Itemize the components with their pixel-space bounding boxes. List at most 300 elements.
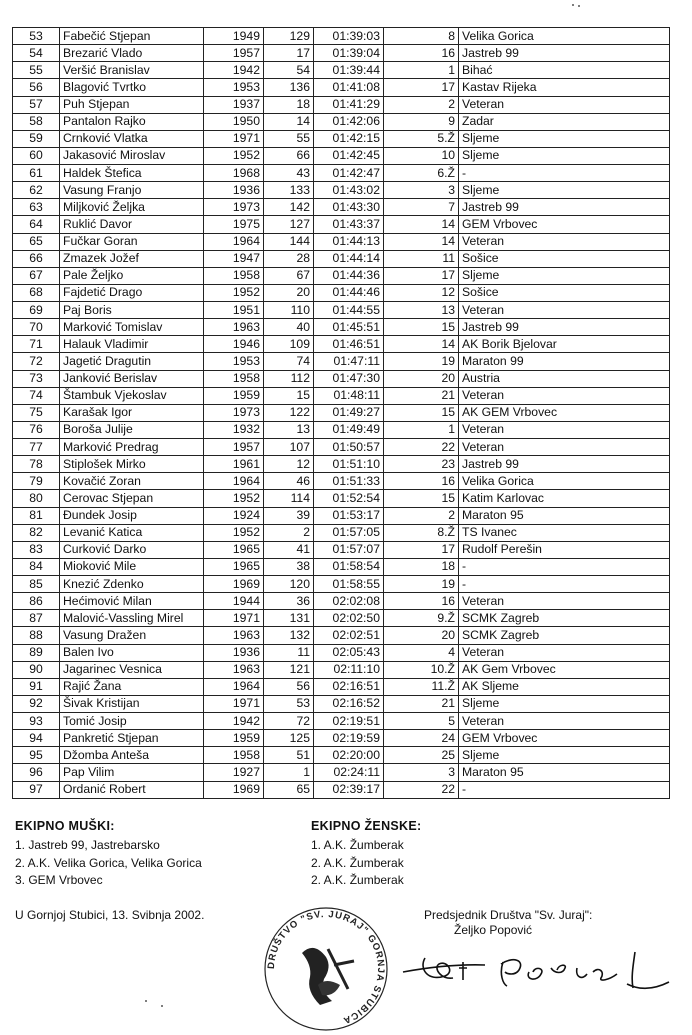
category-place-cell: 3 — [384, 764, 459, 781]
rank-cell: 53 — [13, 28, 60, 45]
bib-number-cell: 20 — [264, 284, 314, 301]
club-cell: Jastreb 99 — [459, 45, 670, 62]
bib-number-cell: 110 — [264, 302, 314, 319]
scan-speck — [578, 5, 580, 7]
table-row — [13, 370, 670, 387]
club-cell: Jastreb 99 — [459, 199, 670, 216]
rank-cell: 87 — [13, 610, 60, 627]
table-row — [13, 473, 670, 490]
table-row — [13, 524, 670, 541]
bib-number-cell: 112 — [264, 370, 314, 387]
time-cell: 01:45:51 — [314, 319, 384, 336]
time-cell: 01:58:54 — [314, 558, 384, 575]
club-cell: Veteran — [459, 302, 670, 319]
category-place-cell: 12 — [384, 284, 459, 301]
bib-number-cell: 14 — [264, 113, 314, 130]
time-cell: 02:19:51 — [314, 713, 384, 730]
rank-cell: 71 — [13, 336, 60, 353]
bib-number-cell: 1 — [264, 764, 314, 781]
time-cell: 01:52:54 — [314, 490, 384, 507]
time-cell: 01:41:08 — [314, 79, 384, 96]
time-cell: 01:58:55 — [314, 576, 384, 593]
name-cell: Fajdetić Drago — [60, 284, 204, 301]
club-cell: Sljeme — [459, 695, 670, 712]
scan-speck — [145, 1000, 147, 1002]
table-row — [13, 233, 670, 250]
table-row — [13, 199, 670, 216]
club-cell: Sljeme — [459, 147, 670, 164]
bib-number-cell: 28 — [264, 250, 314, 267]
rank-cell: 74 — [13, 387, 60, 404]
table-row — [13, 216, 670, 233]
name-cell: Brezarić Vlado — [60, 45, 204, 62]
rank-cell: 84 — [13, 558, 60, 575]
rank-cell: 81 — [13, 507, 60, 524]
category-place-cell: 10.Ž — [384, 661, 459, 678]
name-cell: Janković Berislav — [60, 370, 204, 387]
club-cell: Veteran — [459, 96, 670, 113]
bib-number-cell: 18 — [264, 96, 314, 113]
category-place-cell: 4 — [384, 644, 459, 661]
club-cell: Maraton 95 — [459, 764, 670, 781]
year-cell: 1924 — [204, 507, 264, 524]
club-cell: SCMK Zagreb — [459, 627, 670, 644]
name-cell: Tomić Josip — [60, 713, 204, 730]
name-cell: Mioković Mile — [60, 558, 204, 575]
category-place-cell: 8 — [384, 28, 459, 45]
time-cell: 01:51:33 — [314, 473, 384, 490]
year-cell: 1969 — [204, 576, 264, 593]
name-cell: Paj Boris — [60, 302, 204, 319]
team-men-item: 1. Jastreb 99, Jastrebarsko — [15, 838, 160, 853]
bib-number-cell: 67 — [264, 267, 314, 284]
year-cell: 1965 — [204, 541, 264, 558]
table-row — [13, 610, 670, 627]
year-cell: 1952 — [204, 490, 264, 507]
year-cell: 1963 — [204, 661, 264, 678]
name-cell: Vasung Franjo — [60, 182, 204, 199]
bib-number-cell: 41 — [264, 541, 314, 558]
category-place-cell: 16 — [384, 45, 459, 62]
bib-number-cell: 36 — [264, 593, 314, 610]
club-cell: - — [459, 781, 670, 798]
president-title: Predsjednik Društva "Sv. Juraj": — [424, 908, 593, 922]
club-cell: - — [459, 576, 670, 593]
time-cell: 01:43:02 — [314, 182, 384, 199]
bib-number-cell: 114 — [264, 490, 314, 507]
name-cell: Đundek Josip — [60, 507, 204, 524]
table-row — [13, 593, 670, 610]
rank-cell: 79 — [13, 473, 60, 490]
year-cell: 1946 — [204, 336, 264, 353]
name-cell: Halauk Vladimir — [60, 336, 204, 353]
category-place-cell: 6.Ž — [384, 165, 459, 182]
bib-number-cell: 54 — [264, 62, 314, 79]
time-cell: 01:43:30 — [314, 199, 384, 216]
name-cell: Pale Željko — [60, 267, 204, 284]
rank-cell: 91 — [13, 678, 60, 695]
category-place-cell: 19 — [384, 353, 459, 370]
bib-number-cell: 11 — [264, 644, 314, 661]
name-cell: Hećimović Milan — [60, 593, 204, 610]
year-cell: 1971 — [204, 695, 264, 712]
table-row — [13, 764, 670, 781]
table-row — [13, 62, 670, 79]
team-women-item: 2. A.K. Žumberak — [311, 872, 404, 887]
time-cell: 01:53:17 — [314, 507, 384, 524]
name-cell: Malović-Vassling Mirel — [60, 610, 204, 627]
name-cell: Fučkar Goran — [60, 233, 204, 250]
time-cell: 01:46:51 — [314, 336, 384, 353]
bib-number-cell: 132 — [264, 627, 314, 644]
bib-number-cell: 144 — [264, 233, 314, 250]
club-cell: Sošice — [459, 250, 670, 267]
time-cell: 01:42:06 — [314, 113, 384, 130]
club-cell: AK Gem Vrbovec — [459, 661, 670, 678]
club-cell: AK GEM Vrbovec — [459, 404, 670, 421]
bib-number-cell: 127 — [264, 216, 314, 233]
name-cell: Levanić Katica — [60, 524, 204, 541]
team-women-item: 2. A.K. Žumberak — [311, 855, 404, 870]
category-place-cell: 11 — [384, 250, 459, 267]
year-cell: 1953 — [204, 353, 264, 370]
rank-cell: 69 — [13, 302, 60, 319]
table-row — [13, 730, 670, 747]
scan-speck — [161, 1005, 163, 1007]
time-cell: 01:49:27 — [314, 404, 384, 421]
time-cell: 01:39:03 — [314, 28, 384, 45]
year-cell: 1952 — [204, 524, 264, 541]
table-row — [13, 165, 670, 182]
rank-cell: 77 — [13, 439, 60, 456]
bib-number-cell: 125 — [264, 730, 314, 747]
bib-number-cell: 12 — [264, 456, 314, 473]
bib-number-cell: 129 — [264, 28, 314, 45]
rank-cell: 55 — [13, 62, 60, 79]
time-cell: 01:42:45 — [314, 147, 384, 164]
category-place-cell: 9 — [384, 113, 459, 130]
name-cell: Kovačić Zoran — [60, 473, 204, 490]
category-place-cell: 1 — [384, 421, 459, 438]
time-cell: 02:24:11 — [314, 764, 384, 781]
year-cell: 1952 — [204, 147, 264, 164]
club-cell: Katim Karlovac — [459, 490, 670, 507]
club-cell: Veteran — [459, 644, 670, 661]
bib-number-cell: 65 — [264, 781, 314, 798]
rank-cell: 59 — [13, 130, 60, 147]
rank-cell: 75 — [13, 404, 60, 421]
name-cell: Knezić Zdenko — [60, 576, 204, 593]
category-place-cell: 15 — [384, 490, 459, 507]
results-body — [13, 28, 670, 799]
category-place-cell: 1 — [384, 62, 459, 79]
club-cell: GEM Vrbovec — [459, 216, 670, 233]
rank-cell: 90 — [13, 661, 60, 678]
table-row — [13, 541, 670, 558]
category-place-cell: 16 — [384, 473, 459, 490]
rank-cell: 66 — [13, 250, 60, 267]
category-place-cell: 23 — [384, 456, 459, 473]
rank-cell: 95 — [13, 747, 60, 764]
bib-number-cell: 121 — [264, 661, 314, 678]
bib-number-cell: 53 — [264, 695, 314, 712]
category-place-cell: 14 — [384, 216, 459, 233]
club-cell: - — [459, 165, 670, 182]
time-cell: 02:20:00 — [314, 747, 384, 764]
category-place-cell: 2 — [384, 507, 459, 524]
club-cell: Sošice — [459, 284, 670, 301]
time-cell: 01:44:55 — [314, 302, 384, 319]
club-cell: Maraton 99 — [459, 353, 670, 370]
rank-cell: 72 — [13, 353, 60, 370]
year-cell: 1942 — [204, 62, 264, 79]
name-cell: Pantalon Rajko — [60, 113, 204, 130]
team-men-section — [15, 818, 202, 889]
time-cell: 01:49:49 — [314, 421, 384, 438]
bib-number-cell: 40 — [264, 319, 314, 336]
year-cell: 1961 — [204, 456, 264, 473]
time-cell: 02:16:52 — [314, 695, 384, 712]
year-cell: 1950 — [204, 113, 264, 130]
category-place-cell: 21 — [384, 695, 459, 712]
table-row — [13, 319, 670, 336]
category-place-cell: 15 — [384, 404, 459, 421]
rank-cell: 73 — [13, 370, 60, 387]
bib-number-cell: 51 — [264, 747, 314, 764]
name-cell: Pankretić Stjepan — [60, 730, 204, 747]
name-cell: Curković Darko — [60, 541, 204, 558]
name-cell: Boroša Julije — [60, 421, 204, 438]
bib-number-cell: 107 — [264, 439, 314, 456]
bib-number-cell: 142 — [264, 199, 314, 216]
table-row — [13, 182, 670, 199]
name-cell: Marković Predrag — [60, 439, 204, 456]
bib-number-cell: 46 — [264, 473, 314, 490]
table-row — [13, 353, 670, 370]
time-cell: 01:47:30 — [314, 370, 384, 387]
time-cell: 01:43:37 — [314, 216, 384, 233]
time-cell: 01:51:10 — [314, 456, 384, 473]
time-cell: 02:11:10 — [314, 661, 384, 678]
year-cell: 1973 — [204, 199, 264, 216]
bib-number-cell: 74 — [264, 353, 314, 370]
name-cell: Miljković Željka — [60, 199, 204, 216]
rank-cell: 62 — [13, 182, 60, 199]
rank-cell: 57 — [13, 96, 60, 113]
name-cell: Jagetić Dragutin — [60, 353, 204, 370]
category-place-cell: 24 — [384, 730, 459, 747]
rank-cell: 97 — [13, 781, 60, 798]
rank-cell: 54 — [13, 45, 60, 62]
name-cell: Džomba Anteša — [60, 747, 204, 764]
year-cell: 1947 — [204, 250, 264, 267]
year-cell: 1963 — [204, 627, 264, 644]
stamp-text: DRUŠTVO "SV. JURAJ" GORNJA STUBICA — [265, 908, 387, 1027]
rank-cell: 89 — [13, 644, 60, 661]
year-cell: 1964 — [204, 678, 264, 695]
table-row — [13, 747, 670, 764]
table-row — [13, 661, 670, 678]
year-cell: 1969 — [204, 781, 264, 798]
club-cell: Sljeme — [459, 267, 670, 284]
bib-number-cell: 120 — [264, 576, 314, 593]
club-cell: Sljeme — [459, 747, 670, 764]
year-cell: 1942 — [204, 713, 264, 730]
rank-cell: 92 — [13, 695, 60, 712]
time-cell: 01:44:14 — [314, 250, 384, 267]
rank-cell: 67 — [13, 267, 60, 284]
year-cell: 1964 — [204, 233, 264, 250]
scan-speck — [572, 4, 574, 6]
rank-cell: 58 — [13, 113, 60, 130]
signature — [395, 938, 675, 998]
club-cell: Jastreb 99 — [459, 319, 670, 336]
category-place-cell: 19 — [384, 576, 459, 593]
rank-cell: 64 — [13, 216, 60, 233]
club-cell: Veteran — [459, 421, 670, 438]
rank-cell: 94 — [13, 730, 60, 747]
time-cell: 01:44:46 — [314, 284, 384, 301]
category-place-cell: 20 — [384, 627, 459, 644]
bib-number-cell: 56 — [264, 678, 314, 695]
category-place-cell: 10 — [384, 147, 459, 164]
time-cell: 01:57:07 — [314, 541, 384, 558]
category-place-cell: 17 — [384, 267, 459, 284]
table-row — [13, 558, 670, 575]
category-place-cell: 5.Ž — [384, 130, 459, 147]
rank-cell: 63 — [13, 199, 60, 216]
name-cell: Zmazek Jožef — [60, 250, 204, 267]
team-women-heading: EKIPNO ŽENSKE: — [311, 819, 422, 833]
name-cell: Stiplošek Mirko — [60, 456, 204, 473]
table-row — [13, 421, 670, 438]
rank-cell: 80 — [13, 490, 60, 507]
time-cell: 02:39:17 — [314, 781, 384, 798]
bib-number-cell: 17 — [264, 45, 314, 62]
table-row — [13, 336, 670, 353]
table-row — [13, 130, 670, 147]
category-place-cell: 25 — [384, 747, 459, 764]
name-cell: Fabečić Stjepan — [60, 28, 204, 45]
table-row — [13, 576, 670, 593]
bib-number-cell: 55 — [264, 130, 314, 147]
rank-cell: 68 — [13, 284, 60, 301]
table-row — [13, 404, 670, 421]
bib-number-cell: 39 — [264, 507, 314, 524]
name-cell: Šivak Kristijan — [60, 695, 204, 712]
club-cell: Velika Gorica — [459, 473, 670, 490]
year-cell: 1973 — [204, 404, 264, 421]
name-cell: Vasung Dražen — [60, 627, 204, 644]
year-cell: 1971 — [204, 130, 264, 147]
team-men-item: 3. GEM Vrbovec — [15, 872, 103, 887]
bib-number-cell: 38 — [264, 558, 314, 575]
category-place-cell: 17 — [384, 79, 459, 96]
time-cell: 02:02:50 — [314, 610, 384, 627]
name-cell: Puh Stjepan — [60, 96, 204, 113]
name-cell: Karašak Igor — [60, 404, 204, 421]
category-place-cell: 11.Ž — [384, 678, 459, 695]
bib-number-cell: 109 — [264, 336, 314, 353]
year-cell: 1959 — [204, 730, 264, 747]
category-place-cell: 21 — [384, 387, 459, 404]
table-row — [13, 113, 670, 130]
rank-cell: 61 — [13, 165, 60, 182]
team-women-item: 1. A.K. Žumberak — [311, 838, 404, 853]
club-cell: Veteran — [459, 713, 670, 730]
club-cell: - — [459, 558, 670, 575]
team-men-heading: EKIPNO MUŠKI: — [15, 819, 115, 833]
year-cell: 1936 — [204, 644, 264, 661]
year-cell: 1927 — [204, 764, 264, 781]
table-row — [13, 96, 670, 113]
time-cell: 01:39:44 — [314, 62, 384, 79]
category-place-cell: 14 — [384, 233, 459, 250]
name-cell: Cerovac Stjepan — [60, 490, 204, 507]
time-cell: 01:50:57 — [314, 439, 384, 456]
table-row — [13, 250, 670, 267]
time-cell: 02:05:43 — [314, 644, 384, 661]
table-row — [13, 678, 670, 695]
category-place-cell: 9.Ž — [384, 610, 459, 627]
time-cell: 01:44:36 — [314, 267, 384, 284]
year-cell: 1959 — [204, 387, 264, 404]
name-cell: Jagarinec Vesnica — [60, 661, 204, 678]
bib-number-cell: 131 — [264, 610, 314, 627]
table-row — [13, 284, 670, 301]
time-cell: 02:02:08 — [314, 593, 384, 610]
bib-number-cell: 2 — [264, 524, 314, 541]
category-place-cell: 17 — [384, 541, 459, 558]
table-row — [13, 439, 670, 456]
year-cell: 1958 — [204, 267, 264, 284]
name-cell: Ruklić Davor — [60, 216, 204, 233]
table-row — [13, 387, 670, 404]
name-cell: Jakasović Miroslav — [60, 147, 204, 164]
name-cell: Pap Vilim — [60, 764, 204, 781]
year-cell: 1965 — [204, 558, 264, 575]
rank-cell: 86 — [13, 593, 60, 610]
time-cell: 01:57:05 — [314, 524, 384, 541]
year-cell: 1957 — [204, 439, 264, 456]
club-cell: Veteran — [459, 593, 670, 610]
team-men-item: 2. A.K. Velika Gorica, Velika Gorica — [15, 855, 202, 870]
table-row — [13, 456, 670, 473]
club-cell: Zadar — [459, 113, 670, 130]
category-place-cell: 16 — [384, 593, 459, 610]
category-place-cell: 15 — [384, 319, 459, 336]
club-cell: Sljeme — [459, 182, 670, 199]
table-row — [13, 695, 670, 712]
time-cell: 01:44:13 — [314, 233, 384, 250]
club-cell: Jastreb 99 — [459, 456, 670, 473]
year-cell: 1968 — [204, 165, 264, 182]
results-table — [12, 27, 670, 799]
club-cell: AK Sljeme — [459, 678, 670, 695]
year-cell: 1964 — [204, 473, 264, 490]
club-cell: SCMK Zagreb — [459, 610, 670, 627]
table-row — [13, 267, 670, 284]
table-row — [13, 627, 670, 644]
category-place-cell: 18 — [384, 558, 459, 575]
table-row — [13, 79, 670, 96]
table-row — [13, 147, 670, 164]
name-cell: Štambuk Vjekoslav — [60, 387, 204, 404]
time-cell: 01:48:11 — [314, 387, 384, 404]
rank-cell: 93 — [13, 713, 60, 730]
society-stamp — [262, 905, 390, 1033]
category-place-cell: 22 — [384, 781, 459, 798]
